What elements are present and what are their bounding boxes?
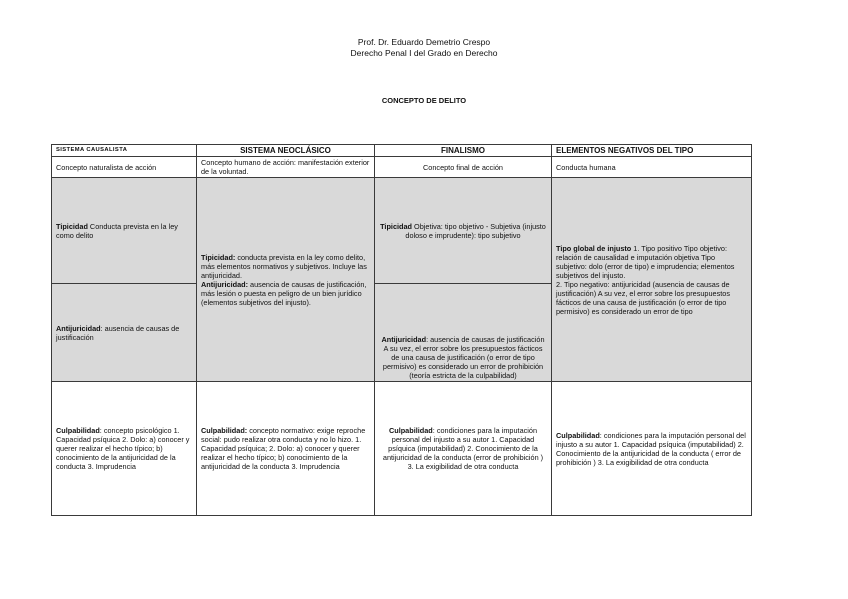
header-neoclasico: SISTEMA NEOCLÁSICO bbox=[197, 145, 375, 157]
text-culpabilidad-causalista: : concepto psicológico 1. Capacidad psíquica 2. Dolo: a) conocer y querer realizar el hecho típico; b) conocimiento de la antijuricidad de la conducta 3. Imprudencia bbox=[56, 426, 190, 471]
neoclasico-antijuricidad-block bbox=[201, 280, 370, 307]
table-row-accion bbox=[52, 157, 752, 178]
negativos-tipo-negativo: 2. Tipo negativo: antijuricidad (ausencia de causas de justificación) A su vez, el error sobre los presupuestos fácticos de una causa de justificación (o error de tipo permisivo) es considerado un error de tipo bbox=[556, 279, 730, 316]
cell-tipo-global-negativos bbox=[552, 178, 752, 382]
negativos-tipo-positivo bbox=[556, 244, 747, 280]
text-culpabilidad-negativos: : condiciones para la imputación personal del injusto a su autor 1. Capacidad psíquica (imputabilidad) 2. Conocimiento de la antijuricidad de la conducta ( error de prohibición ) 3. La exigibilidad de otra conducta bbox=[556, 430, 746, 467]
text-antijuricidad-neoclasico: ausencia de causas de justificación, más lesión o puesta en peligro de un bien jurídico (elementos subjetivos del injusto). bbox=[201, 279, 367, 307]
cell-antijuricidad-finalismo bbox=[375, 284, 552, 382]
label-tipicidad-finalismo: Tipicidad bbox=[380, 221, 413, 231]
cell-culpabilidad-causalista bbox=[52, 382, 197, 516]
cell-tipicidad-causalista bbox=[52, 178, 197, 284]
cell-accion-negativos: Conducta humana bbox=[552, 157, 752, 178]
label-tipicidad-neoclasico: Tipicidad: bbox=[201, 252, 236, 262]
cell-antijuricidad-causalista bbox=[52, 284, 197, 382]
label-tipo-global: Tipo global de injusto bbox=[556, 243, 632, 253]
label-antijuricidad-neoclasico: Antijuricidad: bbox=[201, 279, 249, 289]
text-antijuricidad-finalismo: : ausencia de causas de justificación A su vez, el error sobre los presupuestos fácticos de una causa de justificación (o error de tipo permisivo) es considerado un error de prohibición (teoría estricta de la culpabilidad) bbox=[382, 335, 545, 380]
document-title: CONCEPTO DE DELITO bbox=[381, 96, 467, 105]
label-culpabilidad-finalismo: Culpabilidad bbox=[388, 426, 433, 435]
text-tipo-positivo: 1. Tipo positivo Tipo objetivo: relación de causalidad e imputación objetiva Tipo subjetivo: dolo (error de tipo) e imprudencia; elementos subjetivos del injusto. bbox=[556, 243, 735, 280]
professor-name: Prof. Dr. Eduardo Demetrio Crespo bbox=[357, 37, 491, 47]
header-negativos: ELEMENTOS NEGATIVOS DEL TIPO bbox=[552, 145, 752, 157]
table-row-tipicidad bbox=[52, 178, 752, 284]
label-antijuricidad-causalista: Antijuricidad bbox=[56, 323, 101, 333]
text-tipicidad-neoclasico: conducta prevista en la ley como delito, más elementos normativos y subjetivos. Incluye las antijuricidad. bbox=[201, 252, 367, 280]
text-culpabilidad-neoclasico: concepto normativo: exige reproche social: pudo realizar otra conducta y no lo hizo. 1. Capacidad psíquica; 2. Dolo: a) conocer y querer realizar el hecho típico; b) conocimiento de la antijuricidad de la conducta 3. Imprudencia bbox=[201, 426, 366, 471]
cell-culpabilidad-finalismo bbox=[375, 382, 552, 516]
course-name: Derecho Penal I del Grado en Derecho bbox=[350, 48, 498, 58]
neoclasico-tipicidad-block bbox=[201, 253, 370, 280]
document-header bbox=[0, 37, 848, 59]
cell-accion-causalista: Concepto naturalista de acción bbox=[52, 157, 197, 178]
label-culpabilidad-causalista: Culpabilidad bbox=[56, 426, 100, 435]
cell-tipicidad-neoclasico bbox=[197, 178, 375, 382]
text-antijuricidad-causalista: : ausencia de causas de justificación bbox=[56, 323, 180, 342]
cell-accion-finalismo: Concepto final de acción bbox=[375, 157, 552, 178]
concept-table bbox=[51, 144, 752, 516]
label-culpabilidad-neoclasico: Culpabilidad: bbox=[201, 426, 248, 435]
text-tipicidad-causalista: Conducta prevista en la ley como delito bbox=[56, 221, 178, 240]
text-tipicidad-finalismo: Objetiva: tipo objetivo - Subjetiva (injusto doloso e imprudente): tipo subjetivo bbox=[405, 221, 546, 240]
label-antijuricidad-finalismo: Antijuricidad bbox=[381, 335, 427, 344]
cell-culpabilidad-negativos bbox=[552, 382, 752, 516]
text-culpabilidad-finalismo: : condiciones para la imputación personal del injusto a su autor 1. Capacidad psíquica (imputabilidad) 2. Conocimiento de la antijuricidad de la conducta (error de prohibición ) 3. La exigibilidad de otra conducta bbox=[382, 426, 544, 471]
cell-accion-neoclasico: Concepto humano de acción: manifestación exterior de la voluntad. bbox=[197, 157, 375, 178]
cell-tipicidad-finalismo bbox=[375, 178, 552, 284]
table-row-culpabilidad bbox=[52, 382, 752, 516]
label-culpabilidad-negativos: Culpabilidad bbox=[556, 430, 600, 440]
label-tipicidad-causalista: Tipicidad bbox=[56, 221, 88, 231]
header-causalista: SISTEMA CAUSALISTA bbox=[52, 145, 197, 157]
cell-culpabilidad-neoclasico bbox=[197, 382, 375, 516]
table-header-row bbox=[52, 145, 752, 157]
header-finalismo: FINALISMO bbox=[375, 145, 552, 157]
